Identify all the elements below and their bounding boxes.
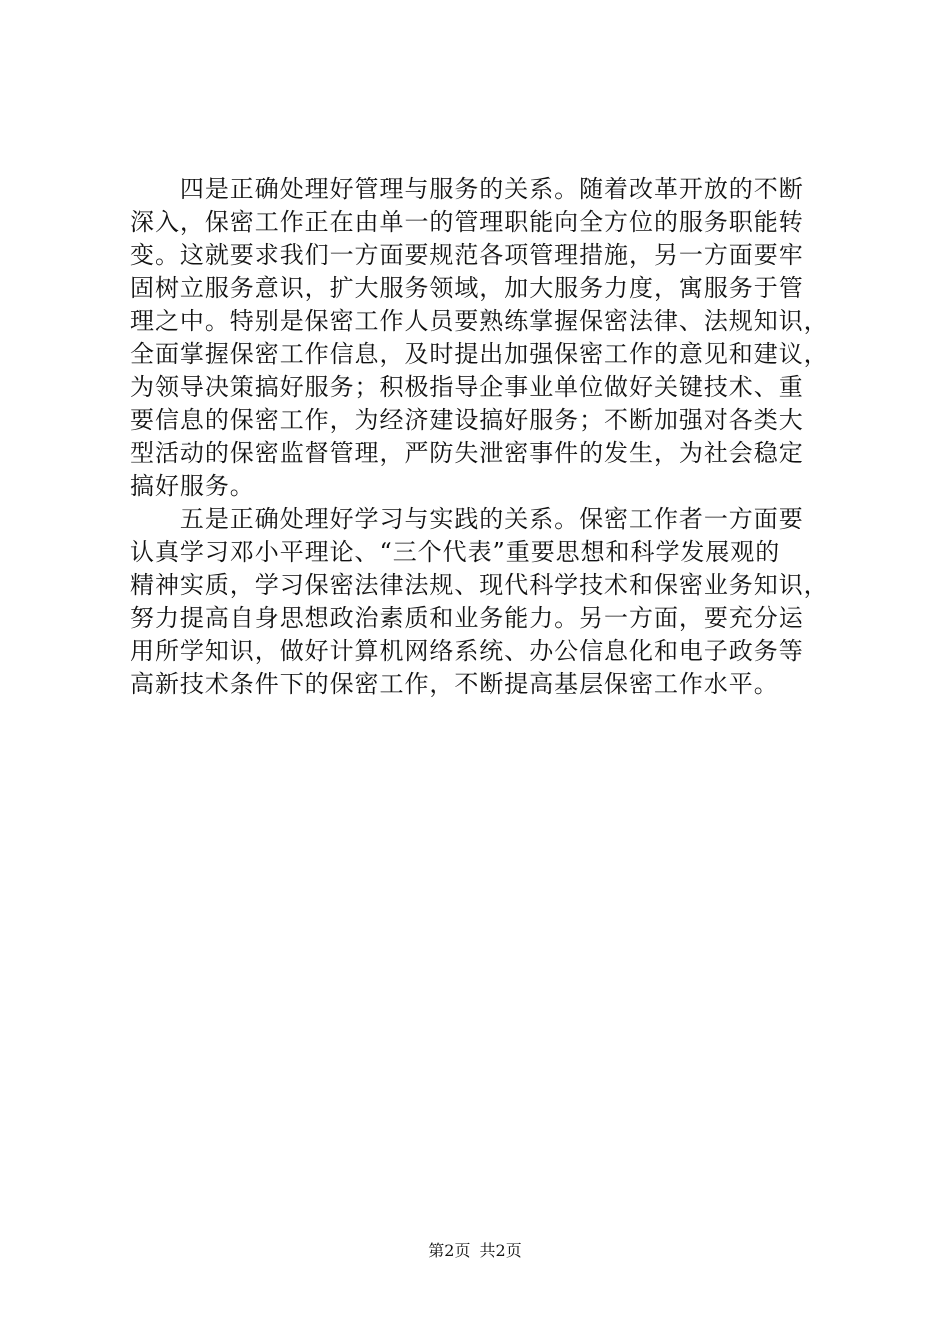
text-line: 精神实质，学习保密法律法规、现代科学技术和保密业务知识， xyxy=(130,571,829,599)
text-line: 变。这就要求我们一方面要规范各项管理措施，另一方面要牢 xyxy=(130,241,804,269)
page-number: 第2页 xyxy=(428,1241,471,1260)
text-line: 高新技术条件下的保密工作，不断提高基层保密工作水平。 xyxy=(130,670,779,698)
page-total: 共2页 xyxy=(479,1241,522,1260)
text-line: 四是正确处理好管理与服务的关系。随着改革开放的不断 xyxy=(130,175,804,203)
text-line: 要信息的保密工作，为经济建设搞好服务；不断加强对各类大 xyxy=(130,406,804,434)
text-line: 认真学习邓小平理论、“三个代表”重要思想和科学发展观的 xyxy=(130,538,781,566)
text-line: 固树立服务意识，扩大服务领域，加大服务力度，寓服务于管 xyxy=(130,274,804,302)
paragraph-5 xyxy=(130,503,842,701)
text-line: 努力提高自身思想政治素质和业务能力。另一方面，要充分运 xyxy=(130,604,804,632)
text-line: 用所学知识，做好计算机网络系统、办公信息化和电子政务等 xyxy=(130,637,804,665)
text-line: 五是正确处理好学习与实践的关系。保密工作者一方面要 xyxy=(130,505,804,533)
text-line: 深入，保密工作正在由单一的管理职能向全方位的服务职能转 xyxy=(130,208,804,236)
text-line: 型活动的保密监督管理，严防失泄密事件的发生，为社会稳定 xyxy=(130,439,804,467)
page-footer xyxy=(0,1240,950,1262)
text-line: 搞好服务。 xyxy=(130,472,255,500)
text-line: 理之中。特别是保密工作人员要熟练掌握保密法律、法规知识， xyxy=(130,307,829,335)
document-body xyxy=(130,173,842,701)
text-line: 全面掌握保密工作信息，及时提出加强保密工作的意见和建议， xyxy=(130,340,829,368)
paragraph-4 xyxy=(130,173,842,503)
text-line: 为领导决策搞好服务；积极指导企事业单位做好关键技术、重 xyxy=(130,373,804,401)
